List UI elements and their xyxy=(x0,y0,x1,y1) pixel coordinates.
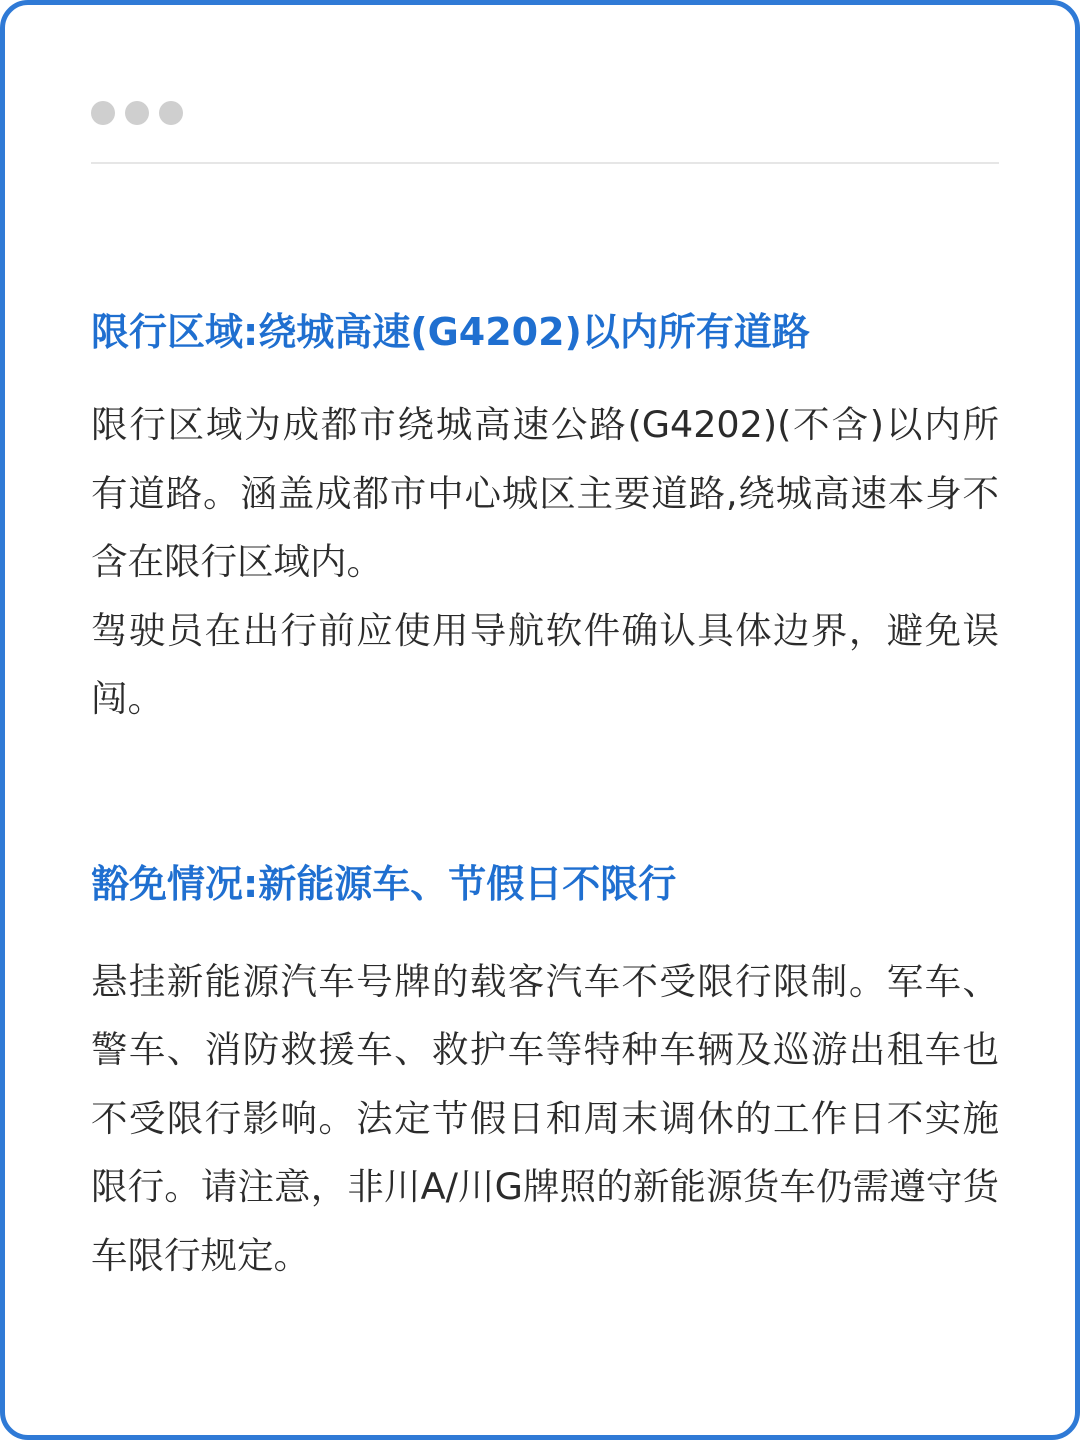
section-heading-exemptions: 豁免情况:新能源车、节假日不限行 xyxy=(91,861,677,906)
paragraph: 驾驶员在出行前应使用导航软件确认具体边界，避免误闯。 xyxy=(91,608,999,720)
section-body-restricted-area xyxy=(91,391,999,734)
header-divider xyxy=(91,162,999,164)
paragraph: 悬挂新能源汽车号牌的载客汽车不受限行限制。军车、警车、消防救援车、救护车等特种车辆及巡游出租车也不受限行影响。法定节假日和周末调休的工作日不实施限行。请注意，非川A/川G牌照的新能源货车仍需遵守货车限行规定。 xyxy=(91,959,999,1277)
window-dot-icon xyxy=(159,101,183,125)
section-heading-restricted-area: 限行区域:绕城高速(G4202)以内所有道路 xyxy=(91,310,810,354)
window-controls xyxy=(91,101,183,125)
section-body-exemptions xyxy=(91,948,999,1291)
window-dot-icon xyxy=(125,101,149,125)
article-content xyxy=(91,301,999,1290)
paragraph: 限行区域为成都市绕城高速公路(G4202)(不含)以内所有道路。涵盖成都市中心城区主要道路,绕城高速本身不含在限行区域内。 xyxy=(91,403,999,583)
window-dot-icon xyxy=(91,101,115,125)
